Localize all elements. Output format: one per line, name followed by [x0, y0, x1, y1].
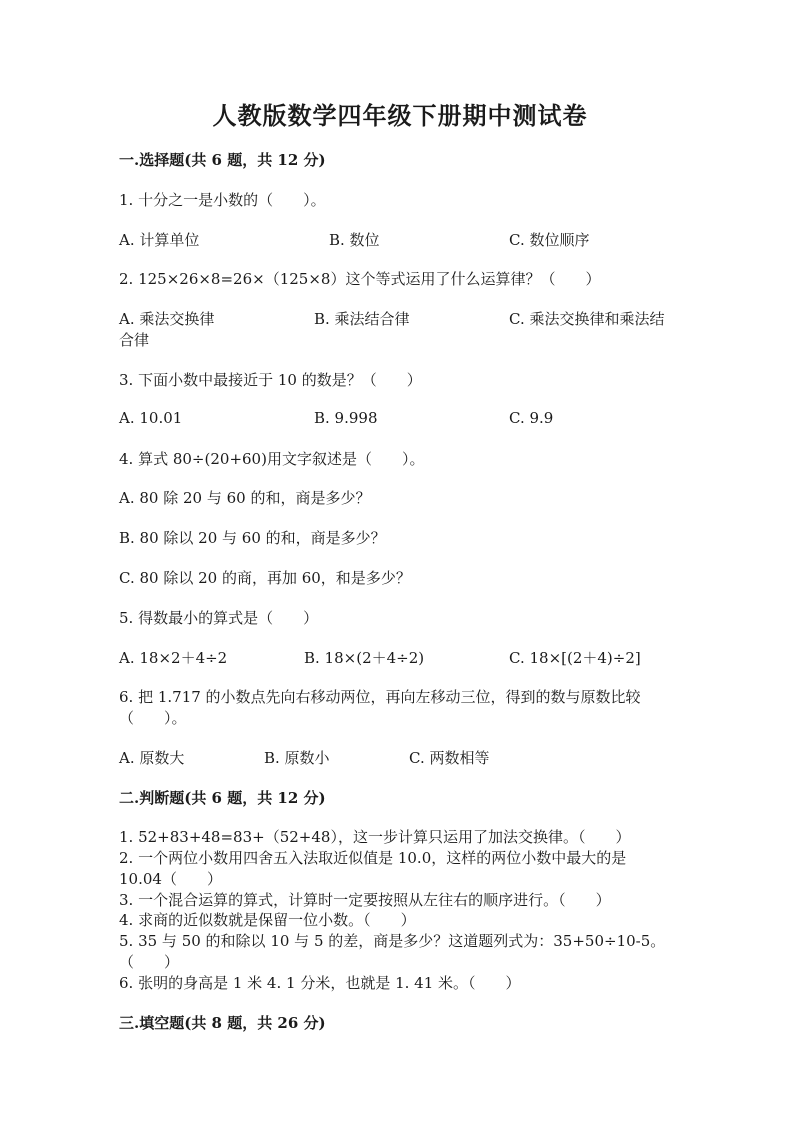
option-b: B. 80 除以 20 与 60 的和，商是多少？ — [119, 529, 386, 547]
option-c-continued: 合律 — [119, 331, 150, 349]
option-c: C. 乘法交换律和乘法结 — [509, 310, 665, 328]
section-heading-fill: 三.填空题(共 8 题，共 26 分) — [119, 1014, 326, 1032]
question-stem: 3. 下面小数中最接近于 10 的数是？（ ） — [119, 371, 422, 389]
judge-item: 5. 35 与 50 的和除以 10 与 5 的差，商是多少？这道题列式为：35+50÷10-5。 — [119, 932, 666, 950]
question-stem: 1. 十分之一是小数的（ ）。 — [119, 191, 326, 209]
option-a: A. 18×2＋4÷2 — [119, 649, 228, 667]
judge-item: 2. 一个两位小数用四舍五入法取近似值是 10.0，这样的两位小数中最大的是 — [119, 849, 627, 867]
section-heading-judge: 二.判断题(共 6 题，共 12 分) — [119, 789, 326, 807]
option-c: C. 80 除以 20 的商，再加 60，和是多少？ — [119, 569, 411, 587]
option-b: B. 原数小 — [264, 749, 330, 767]
judge-item-continued: （ ） — [119, 953, 180, 971]
option-a: A. 计算单位 — [119, 231, 200, 249]
option-c: C. 9.9 — [509, 409, 554, 427]
question-stem-continued: （ ）。 — [119, 709, 187, 727]
option-c: C. 两数相等 — [409, 749, 490, 767]
option-c: C. 数位顺序 — [509, 231, 590, 249]
section-heading-choice: 一.选择题(共 6 题，共 12 分) — [119, 151, 326, 169]
page-title: 人教版数学四年级下册期中测试卷 — [212, 101, 588, 130]
option-b: B. 18×(2＋4÷2) — [304, 649, 425, 667]
question-stem: 2. 125×26×8=26×（125×8）这个等式运用了什么运算律？（ ） — [119, 270, 601, 288]
option-c: C. 18×[(2＋4)÷2] — [509, 649, 641, 667]
judge-item: 1. 52+83+48=83+（52+48），这一步计算只运用了加法交换律。（ ） — [119, 828, 631, 846]
option-a: A. 10.01 — [119, 409, 183, 427]
option-a: A. 80 除 20 与 60 的和，商是多少？ — [119, 489, 371, 507]
judge-item: 3. 一个混合运算的算式，计算时一定要按照从左往右的顺序进行。（ ） — [119, 891, 611, 909]
judge-item: 6. 张明的身高是 1 米 4. 1 分米，也就是 1. 41 米。（ ） — [119, 974, 521, 992]
question-stem: 5. 得数最小的算式是（ ） — [119, 609, 319, 627]
option-a: A. 原数大 — [119, 749, 185, 767]
question-stem: 4. 算式 80÷(20+60)用文字叙述是（ ）。 — [119, 450, 425, 468]
option-b: B. 乘法结合律 — [314, 310, 410, 328]
judge-item: 4. 求商的近似数就是保留一位小数。（ ） — [119, 911, 416, 929]
question-stem: 6. 把 1.717 的小数点先向右移动两位，再向左移动三位，得到的数与原数比较 — [119, 688, 641, 706]
option-b: B. 9.998 — [314, 409, 378, 427]
option-a: A. 乘法交换律 — [119, 310, 215, 328]
judge-item-continued: 10.04（ ） — [119, 870, 222, 888]
option-b: B. 数位 — [329, 231, 380, 249]
